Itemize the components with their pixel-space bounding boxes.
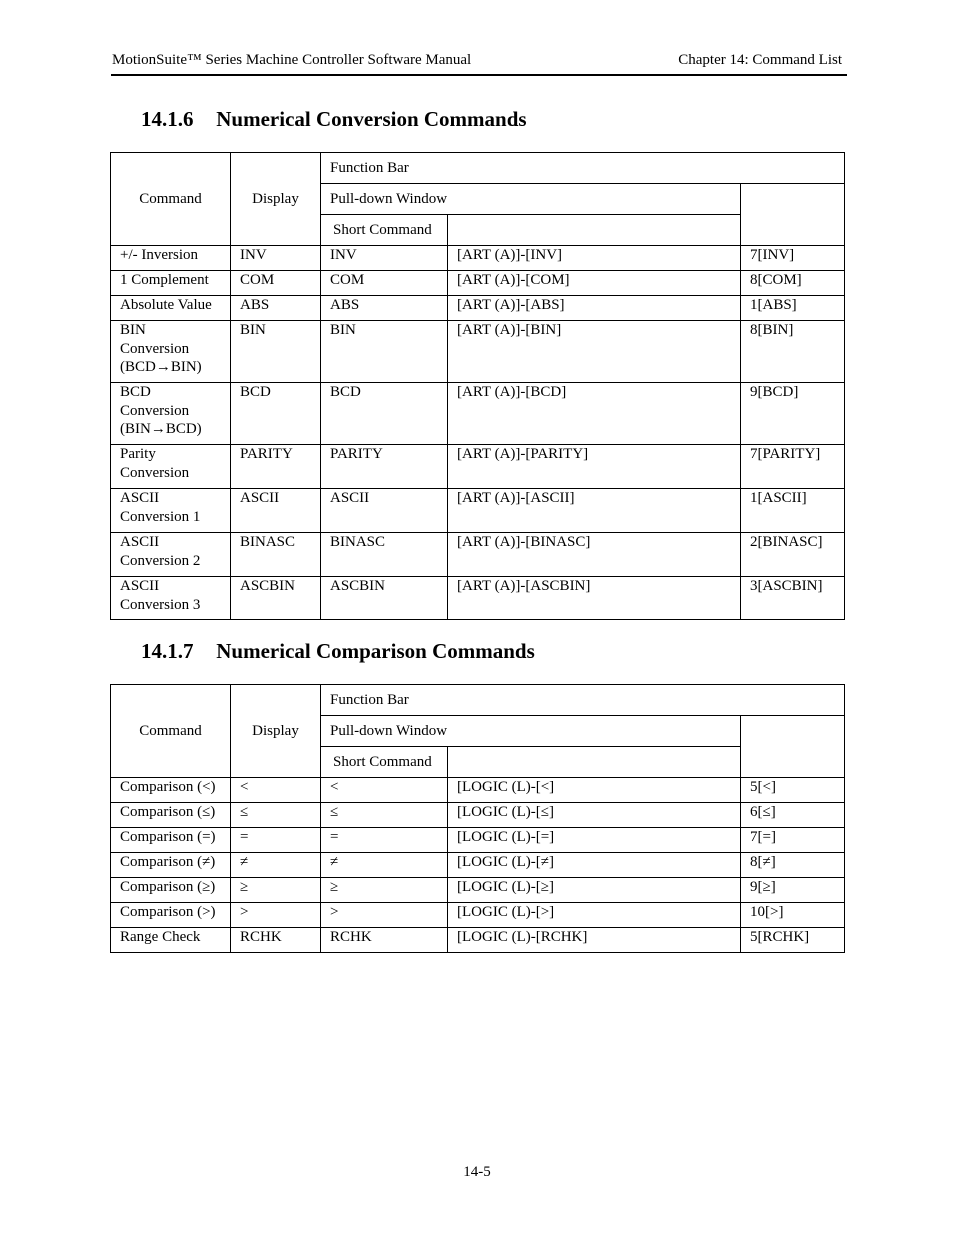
cell-pulldown-path: [LOGIC (L)-[RCHK] bbox=[448, 928, 741, 953]
cell-pulldown-path: [ART (A)]-[ASCBIN] bbox=[448, 577, 741, 620]
cell-display: COM bbox=[231, 271, 321, 296]
cell-command: Parity Conversion bbox=[111, 445, 231, 489]
comparison-commands-table bbox=[110, 684, 845, 953]
cell-short-command: ≤ bbox=[321, 803, 448, 828]
cell-function-bar-key: 9[≥] bbox=[741, 878, 845, 903]
section-number: 14.1.7 bbox=[141, 639, 194, 663]
table-row bbox=[111, 778, 845, 803]
cell-display: BIN bbox=[231, 321, 321, 383]
header-display: Display bbox=[231, 153, 321, 246]
page-header bbox=[111, 52, 847, 76]
cell-display: BINASC bbox=[231, 533, 321, 577]
cell-display: ≥ bbox=[231, 878, 321, 903]
header-pulldown-window: Pull-down Window bbox=[321, 184, 741, 215]
cell-command: Comparison (=) bbox=[111, 828, 231, 853]
header-function-bar: Function Bar bbox=[321, 685, 845, 716]
section-title: Numerical Conversion Commands bbox=[216, 107, 527, 131]
table-row bbox=[111, 246, 845, 271]
cell-command: BCD Conversion (BIN→BCD) bbox=[111, 383, 231, 445]
cell-display: BCD bbox=[231, 383, 321, 445]
header-command: Command bbox=[111, 153, 231, 246]
section-heading-comparison bbox=[141, 639, 535, 664]
header-blank-cell bbox=[741, 716, 845, 778]
cell-function-bar-key: 1[ABS] bbox=[741, 296, 845, 321]
cell-function-bar-key: 6[≤] bbox=[741, 803, 845, 828]
cell-command: Range Check bbox=[111, 928, 231, 953]
section-number: 14.1.6 bbox=[141, 107, 194, 131]
cell-function-bar-key: 8[≠] bbox=[741, 853, 845, 878]
header-blank-cell bbox=[741, 184, 845, 246]
cell-function-bar-key: 7[INV] bbox=[741, 246, 845, 271]
cell-command: ASCII Conversion 1 bbox=[111, 489, 231, 533]
cell-display: > bbox=[231, 903, 321, 928]
cell-function-bar-key: 10[>] bbox=[741, 903, 845, 928]
table-row bbox=[111, 828, 845, 853]
header-display: Display bbox=[231, 685, 321, 778]
table-row bbox=[111, 903, 845, 928]
cell-command: +/- Inversion bbox=[111, 246, 231, 271]
table-row bbox=[111, 533, 845, 577]
header-blank-cell bbox=[448, 747, 741, 778]
cell-function-bar-key: 5[RCHK] bbox=[741, 928, 845, 953]
cell-function-bar-key: 7[PARITY] bbox=[741, 445, 845, 489]
cell-function-bar-key: 1[ASCII] bbox=[741, 489, 845, 533]
section-title: Numerical Comparison Commands bbox=[216, 639, 535, 663]
table-row bbox=[111, 853, 845, 878]
cell-display: < bbox=[231, 778, 321, 803]
cell-function-bar-key: 8[BIN] bbox=[741, 321, 845, 383]
cell-short-command: ABS bbox=[321, 296, 448, 321]
section-heading-conversion bbox=[141, 107, 527, 132]
cell-command: Comparison (<) bbox=[111, 778, 231, 803]
cell-command: Comparison (>) bbox=[111, 903, 231, 928]
header-short-command: Short Command bbox=[321, 215, 448, 246]
cell-display: ASCII bbox=[231, 489, 321, 533]
table-row bbox=[111, 383, 845, 445]
cell-function-bar-key: 7[=] bbox=[741, 828, 845, 853]
cell-pulldown-path: [LOGIC (L)-[=] bbox=[448, 828, 741, 853]
cell-short-command: INV bbox=[321, 246, 448, 271]
header-pulldown-window: Pull-down Window bbox=[321, 716, 741, 747]
cell-function-bar-key: 9[BCD] bbox=[741, 383, 845, 445]
cell-pulldown-path: [ART (A)]-[BINASC] bbox=[448, 533, 741, 577]
cell-short-command: ≥ bbox=[321, 878, 448, 903]
cell-short-command: RCHK bbox=[321, 928, 448, 953]
table-row bbox=[111, 321, 845, 383]
cell-pulldown-path: [LOGIC (L)-[≥] bbox=[448, 878, 741, 903]
cell-display: ABS bbox=[231, 296, 321, 321]
cell-command: Absolute Value bbox=[111, 296, 231, 321]
page-number: 14-5 bbox=[463, 1164, 491, 1180]
cell-short-command: ≠ bbox=[321, 853, 448, 878]
header-blank-cell bbox=[448, 215, 741, 246]
cell-pulldown-path: [LOGIC (L)-[<] bbox=[448, 778, 741, 803]
cell-function-bar-key: 3[ASCBIN] bbox=[741, 577, 845, 620]
header-command: Command bbox=[111, 685, 231, 778]
cell-short-command: < bbox=[321, 778, 448, 803]
cell-short-command: ASCII bbox=[321, 489, 448, 533]
cell-pulldown-path: [ART (A)]-[ASCII] bbox=[448, 489, 741, 533]
cell-pulldown-path: [ART (A)]-[BIN] bbox=[448, 321, 741, 383]
cell-display: ASCBIN bbox=[231, 577, 321, 620]
cell-command: Comparison (≥) bbox=[111, 878, 231, 903]
header-function-bar: Function Bar bbox=[321, 153, 845, 184]
chapter-title: Chapter 14: Command List bbox=[678, 52, 842, 68]
cell-pulldown-path: [ART (A)]-[BCD] bbox=[448, 383, 741, 445]
header-short-command: Short Command bbox=[321, 747, 448, 778]
cell-command: Comparison (≠) bbox=[111, 853, 231, 878]
cell-pulldown-path: [ART (A)]-[INV] bbox=[448, 246, 741, 271]
cell-command: BIN Conversion (BCD→BIN) bbox=[111, 321, 231, 383]
conversion-commands-table bbox=[110, 152, 845, 620]
cell-pulldown-path: [LOGIC (L)-[≤] bbox=[448, 803, 741, 828]
cell-display: INV bbox=[231, 246, 321, 271]
table-row bbox=[111, 803, 845, 828]
cell-pulldown-path: [ART (A)]-[COM] bbox=[448, 271, 741, 296]
table-row bbox=[111, 928, 845, 953]
manual-title: MotionSuite™ Series Machine Controller Software Manual bbox=[112, 52, 472, 68]
cell-short-command: = bbox=[321, 828, 448, 853]
cell-display: = bbox=[231, 828, 321, 853]
cell-pulldown-path: [ART (A)]-[PARITY] bbox=[448, 445, 741, 489]
table-row bbox=[111, 577, 845, 620]
cell-function-bar-key: 8[COM] bbox=[741, 271, 845, 296]
table-row bbox=[111, 296, 845, 321]
cell-display: RCHK bbox=[231, 928, 321, 953]
table-row bbox=[111, 878, 845, 903]
cell-command: Comparison (≤) bbox=[111, 803, 231, 828]
cell-display: ≤ bbox=[231, 803, 321, 828]
cell-pulldown-path: [ART (A)]-[ABS] bbox=[448, 296, 741, 321]
cell-short-command: ASCBIN bbox=[321, 577, 448, 620]
cell-short-command: COM bbox=[321, 271, 448, 296]
cell-short-command: BIN bbox=[321, 321, 448, 383]
table-row bbox=[111, 271, 845, 296]
cell-short-command: BINASC bbox=[321, 533, 448, 577]
cell-pulldown-path: [LOGIC (L)-[≠] bbox=[448, 853, 741, 878]
cell-function-bar-key: 2[BINASC] bbox=[741, 533, 845, 577]
cell-function-bar-key: 5[<] bbox=[741, 778, 845, 803]
cell-command: 1 Complement bbox=[111, 271, 231, 296]
table-row bbox=[111, 489, 845, 533]
cell-pulldown-path: [LOGIC (L)-[>] bbox=[448, 903, 741, 928]
cell-short-command: BCD bbox=[321, 383, 448, 445]
cell-display: PARITY bbox=[231, 445, 321, 489]
table-row bbox=[111, 445, 845, 489]
cell-command: ASCII Conversion 3 bbox=[111, 577, 231, 620]
cell-command: ASCII Conversion 2 bbox=[111, 533, 231, 577]
cell-display: ≠ bbox=[231, 853, 321, 878]
cell-short-command: PARITY bbox=[321, 445, 448, 489]
cell-short-command: > bbox=[321, 903, 448, 928]
